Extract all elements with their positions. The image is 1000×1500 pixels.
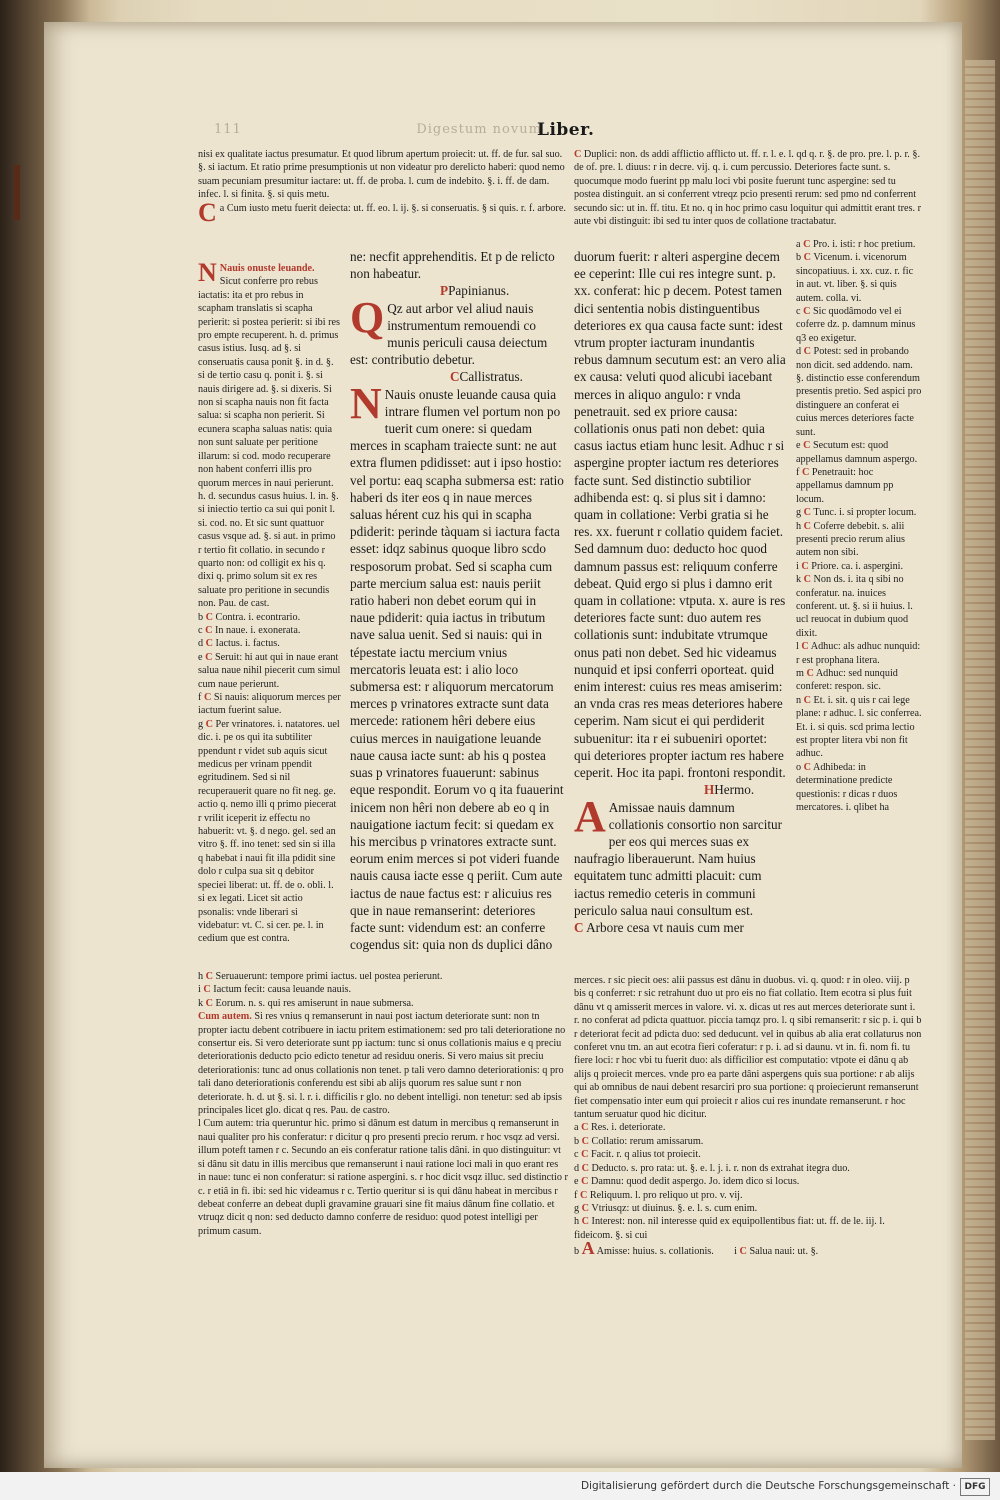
initial-n: N [198, 262, 217, 287]
gloss-body: Sicut conferre pro rebus iactatis: ita et pro rebus in scapham translatis si scapha perierit: si postea perierit: si ibi res pro empte recuperent. h. d. primus casus istius. Iusq. ad §. si conseruatis causa ponit §. in d. §. si de tertio casu q. ponit i. §. si nauis dirigere ad. §. si dixeris. Si non si scapha nauis non fit facta salua: si scapha non perierit. Si ecunera scapha saluas natis: quia non sunt saluate per peritione illarum: si cod. modo recuperare non habent conferri illis pro quorum merces in naui perierunt. h. d. secundus casus huius. l. in. §. si iniectio tertio ca sui qui ponit l. si. cod. no. Et sic sunt quattuor casus vsque ad. §. si aut. in primo r tertio fit collatio. in secundo r quarto non: od colligit ex his q. dixi q. primo solum sit ex res saluate pro peritione in secundis non. Pau. de cast. [198, 276, 341, 610]
br-note-a: a C Res. i. deteriorate. [574, 1122, 666, 1134]
rubric-hermo: HHermo. [704, 782, 755, 798]
main-text-column-1 [350, 248, 564, 956]
bleed-through-title: Digestum novum [416, 122, 542, 137]
bottom-note-k: k C Eorum. n. s. qui res amiserunt in naue submersa. [198, 997, 414, 1009]
right-note-h: h C Coferre debebit. s. alii presenti precio rerum alius autem non sibi. [796, 520, 905, 559]
col2-para1: duorum fuerit: r alteri aspergine decem ee ceperint: Ille cui res integre sunt. p. xx. conferat: hic p decem. Potest tamen dici sententia nobis distinguentibus deteriores ex qua causa facte sunt: idest vtrum propter iacturam inundantis rebus damnum secutum est: an vero alia ex causa: veluti quod alicubi iacebant merces in aliquo angulo: r vnda penetrauit. sed ex priore causa: collationis onus pati non debet: quia casus iactus etiam hunc lesit. Adhuc r si aspergine propter iactum res deteriores facte sunt. Sed distinctio subtilior adhibenda est: q. si plus sit i damno: quam in collatione: Verbi gratia si he res. xx. fuerunt r collatio quidem faciet. Sed damnum duo: deducto hoc quod damnum passus est: reliquum conferre debeat. Quid ergo si plus i damno erit quam in collatione: vtputa. x. aure is res deteriores facte sunt: duo autem res collationis sunt: indubitate vtrumque onus pati non debet. Sed hic videamus nunquid et ipsi conferri oporteat. quid enim interest: cuius res meas amiserim: an vnda cras res meas deteriores habere ceperim. Nam sicut ei qui perdiderit subuenitur: ita r ei subueniri oportet: qui deteriores propter iactum res habere ceperit. Hoc ita papi. frontoni respondit. [574, 249, 786, 781]
bottom-note-h: h C Seruauerunt: tempore primi iactus. uel postea perierunt. [198, 971, 443, 982]
initial-c: C [198, 197, 217, 227]
gloss-note-e: e C Seruit: hi aut qui in naue erant salua naue nihil piecerit cum simul cum naue perierunt. [198, 651, 341, 690]
dfg-logo: DFG [960, 1478, 990, 1496]
col1-top: ne: necfit apprehenditis. Et p de relicto non habeatur. [350, 249, 555, 282]
col1-para2: N Nauis onuste leuande causa quia intrare flumen vel portum non po tuerit cum onere: si quedam merces in scapham traiecte sunt: ne aut extra flumen pdidisset: aut i ipso hostio: vel portu: eaq scapha submersa est: ratio haberi ds iter eos q in naue merces saluas hérent cuz his qui in scapha pdiderit: perinde tàquam si iactura facta esset: idqz sabinus quoque libro scdo resposorum probat. Sed si scapha cum parte mercium salua est: nauis periit ratio haberi non debet eorum qui in naue pdiderit: quia iactus in tributum nave salua uenit. Sed si nauis: qui in tépestate iactu mercium vnius mercatoris leuata est: i alio loco submersa est: r aliquorum mercatorum merces p vrinatores extracte sunt data mercede: rationem hêri debere eius cuius merces in nauigatione leuande naue causa iacte sunt: ab his q postea suas p vrinatores fuauerunt: sabinus eque respondit. Eorum vo q ita fuauerint inicem non hêri non debere ab eo q in nauigatione iactum fecit: si quedam ex his mercibus p vrinatores extracte sunt. eorum enim merces si pot videri fuande nauis causa iacte esse q periit. Cum aute iactus de naue factus est: r alicuius res que in naue remanserint: deteriores facte sunt: videndum est: an conferre cogendus sit: quia non ds duplici dâno [350, 378, 564, 953]
gloss-note-f: f C Si nauis: aliquorum merces per iactum fuerint salue. [198, 692, 341, 717]
right-note-l: l C Adhuc: als adhuc nunquid: r est prophana litera. [796, 641, 921, 666]
right-note-i: i C Priore. ca. i. aspergini. [796, 560, 904, 572]
footer-bar [0, 1472, 1000, 1500]
rubric-callistratus: CCallistratus. [450, 369, 523, 385]
right-gloss-intro: C Duplici: non. ds addi afflictio afflicto ut. ff. r. l. e. l. qd q. r. §. de pro. pre. l. p. r. §. de of. pre. l. diuus: r in decre. vij. q. i. cum percussio. Deteriores facte sunt. s. quocumque modo fuerint pp malu loci vbi posite fuerunt tunc aspergine: sed tu postea distinguit. an si conferrent vtreqz pcio presenti rerum: sed pmo nd conferrent secundo sic: ut in. ff. titu. Et no. q in hoc primo casu loquitur qui admittit erant tres. r aute vbi distinguit: ibi sed tu inter quos de collatione tractabatur. [574, 149, 921, 228]
right-gloss-top [574, 148, 922, 240]
gloss-note-b: b C Contra. i. econtrario. [198, 611, 301, 623]
folio-number: 111 Digestum novum [214, 122, 542, 137]
br-note-f: f C Reliquum. l. pro reliquo ut pro. v. vij. [574, 1189, 743, 1201]
left-gloss-column [198, 262, 341, 974]
rubric-papinianus: PPapinianus. [440, 283, 510, 299]
page-edges [965, 60, 995, 1440]
br-note-h: h C Interest: non. nil interesse quid ex equipollentibus fiat: ut. ff. de le. iij. l. fideicom. §. si cui [574, 1216, 885, 1241]
right-note-a: a C Pro. i. isti: r hoc pretium. [796, 239, 916, 250]
page-title: Liber. [537, 120, 595, 140]
initial-q: Q [350, 292, 385, 342]
bottom-rubric: Cum autem. Si res vnius q remanserunt in naui post iactum deteriorate sunt: non tn propter iactu debent cotribuere in iactu pritem estimationem: sed pro tali deterioratione no consertur eis. Si vero deteriorate sunt pp iactum: tunc si onus collationis maius e q preciu deteriorationis deducto pcio edicto tenetur ad residuu oneris. Si vero maius sit preciu deteriorationis: tunc ad onus collationis non tenet. p tali vero damno deteriorationis: q pro tali dano deteriorationis conferendu est sibi ab alijs quorum res salue sunt r non deteriorate. h. d. ut §. si. l. r. i. difficilis r glo. no debent intelligi. non tenetur: sed ab ipsis principales licet glo. dicat q res. Pau. de castro. [198, 1011, 566, 1117]
bookmark-tab [14, 165, 20, 220]
book-page [44, 22, 962, 1468]
right-note-d: d C Potest: sed in probando non dicit. sed addendo. nam. §. distinctio esse conferendum presentis pretio. Sed aspici pro distinguere an conferat ei cuius merces deteriores facte sunt. [796, 346, 922, 438]
right-note-b: b C Vicenum. i. vicenorum sincopatiuus. i. xx. cuz. r. fic in aut. vt. liber. §. si quis autem. colla. vi. [796, 252, 914, 304]
bottom-note-i: i C Iactum fecit: causa leuande nauis. [198, 984, 352, 996]
right-note-n: n C Et. i. sit. q uis r cai lege plane: r adhuc. l. sic conferrea. Et. i. si quis. scd prima lectio est propter litera vbi non fit adhuc. [796, 694, 922, 760]
right-gloss-column [796, 238, 922, 950]
bottom-note-l: l Cum autem: tria queruntur hic. primo si dânum est datum in mercibus q remanserunt in naui qualiter pro his conferatur: r dicitur q pro presenti precio rerum. r hoc vsqz ad versi. illum poteft tamen r c. Secundo an eis conferatur ratione talis dâni. in quo distinguitur: vt si dânu sit datu in illis mercibus que remanserunt i naui ratione loci mali in quo erant res in naue: tunc ei non conferatur: si ratione aspergini. s. r hoc dicit vsqz illuc. sed distinctio r c. r etiâ in fi. ibi: sed hic videamus r c. Tertio queritur si is qui dânu habeat in mercibus r debeat conferre an debeat dupli gravamine grauari sine fit maius dânum fine collatio. et vtruqz dicit q non: sed deducto damno conferre de residuo: quod potest intelligi per primum casum. [198, 1118, 568, 1237]
gloss-sub-a: Ca Cum iusto metu fuerit deiecta: ut. ff. eo. l. ij. §. si conseruatis. § si quis. r. f. arbore. [198, 197, 566, 227]
br-note-d: d C Deducto. s. pro rata: ut. §. e. l. j. i. r. non ds extrahat itegra duo. [574, 1162, 850, 1174]
initial-a: A [574, 791, 606, 841]
bottom-right-gloss [574, 974, 922, 1270]
right-note-m: m C Adhuc: sed nunquid conferet: respon. sic. [796, 668, 898, 693]
running-header [44, 114, 962, 144]
right-note-e: e C Secutum est: quod appellamus damnum aspergo. [796, 440, 918, 465]
br-note-b: b C Collatio: rerum amissarum. [574, 1135, 704, 1147]
initial-n-big: N [350, 378, 382, 428]
gloss-note-c: c C In naue. i. exonerata. [198, 624, 301, 636]
footer-credit: Digitalisierung gefördert durch die Deutsche Forschungsgemeinschaft · [580, 1480, 956, 1492]
bottom-left-gloss [198, 970, 568, 1272]
col2-arbore: C Arbore cesa vt nauis cum mer [574, 919, 744, 935]
right-note-k: k C Non ds. i. ita q sibi no conferatur. na. inuices conferent. ut. §. si ii huius. l. ucl reuocat in dubium quod dixit. [796, 574, 913, 639]
right-note-c: c C Sic quodâmodo vel ei coferre dz. p. damnum minus q3 eo exigetur. [796, 306, 916, 344]
bottom-right-cont: merces. r sic piecit oes: alii passus est dânu in duobus. vi. q. quod: r in oleo. viij. p bis q conferret: r sic retrahunt duo ut pro eis no fiat collatio. Item ecotra si plus fuit dânu vt q amisserit merces in valore. vi. x. dicas ut res aut merces deteriorate sunt i. r. no conferat ad pdicta quattuor. piccia tamqz pro. l. q sibi remanserit: r sic p. i. qui b r deteriorat fecit ad pdicta duo: sed deducunt. vel in quibus ab alia erat collaturus non conferet vnu tm. an aut ecotra fieri coferatur: r p. i. ad si daunu. vt in. fi. nom fi. tu fiere loci: r hoc vbi tu fuerit duo: als difficilior est computatio: vtpote ei dânu q ab alijs q proiecit merces. vnde pro ea parte dâni aspergens quis sua portione: r ab alijs qui ab omnibus de naui debent resarciri pro sua portione: q proiecierunt remanserunt fiet compensatio inter eum qui proiecit r alios cui res inundate remanserunt. r hoc tantum seruatur quod hic dicitur. [574, 975, 922, 1121]
br-note-c: c C Facit. r. q alius tot proiecit. [574, 1149, 701, 1161]
main-text-column-2 [574, 248, 786, 960]
br-amisse: b A Amisse: huius. s. collationis. i C Salua naui: ut. §. [574, 1238, 819, 1259]
right-note-g: g C Tunc. i. si propter locum. [796, 507, 917, 519]
right-note-f: f C Penetrauit: hoc appellamus damnum pp locum. [796, 466, 894, 505]
gloss-rubric: N Nauis onuste leuande. [198, 262, 315, 287]
gloss-note-d: d C Iactus. i. factus. [198, 638, 280, 650]
col2-para2: A Amissae nauis damnum collationis consortio non sarcitur per eos qui merces suas ex naufragio liberauerunt. Nam huius equitatem tunc admitti placuit: cum iactus remedio ceteris in communi periculo salua naui consultum est. [574, 791, 783, 918]
br-note-e: e C Damnu: quod dedit aspergo. Jo. idem dico si locus. [574, 1176, 800, 1188]
col1-para1: Q Qz aut arbor vel aliud nauis instrumentum remouendi co munis periculi causa deiectum est: contributio debetur. [350, 292, 548, 368]
br-note-g: g C Vtriusqz: ut diuinus. §. e. l. s. cum enim. [574, 1202, 758, 1214]
gloss-note-g: g C Per vrinatores. i. natatores. uel dic. i. pe os qui ita subtiliter ppendunt r videt sub aquis sicut medicus per vrinam ppendit egritudinem. Sed si nil recuperauerit quare no fit neg. ge. actio q. nemo illi q primo piecerat r vrilit iceperit iz effectu no habuerit: vt. §. d nego. gel. sed an vitro §. ff. ino tenet: sed sin si illa q habebat i naui fit illa pdidit sine dolo r culpa sua sit q debitor speciei liberat: ut. ff. de o. obli. l. si ex legati. Licet sit actio psonalis: vnde liberari si videbatur: vt. C. si cer. pe. l. in cedium que est contra. [198, 718, 340, 945]
gloss-intro: nisi ex qualitate iactus presumatur. Et quod librum apertum proiecit: ut. ff. de fur. sal suo. §. si iactum. Et ratio prime presumptionis ut non videatur pro derelicto haberi: quod nemo suam pecuniam presumitur iactare: ut. ff. de proba. l. cum de indebito. §. i. ff. de dam. infec. l. si finita. §. si quis metu. [198, 149, 565, 201]
right-note-o: o C Adhibeda: in determinatione predicte questionis: r dicas r duos mercatores. i. qlibet ha [796, 761, 898, 814]
